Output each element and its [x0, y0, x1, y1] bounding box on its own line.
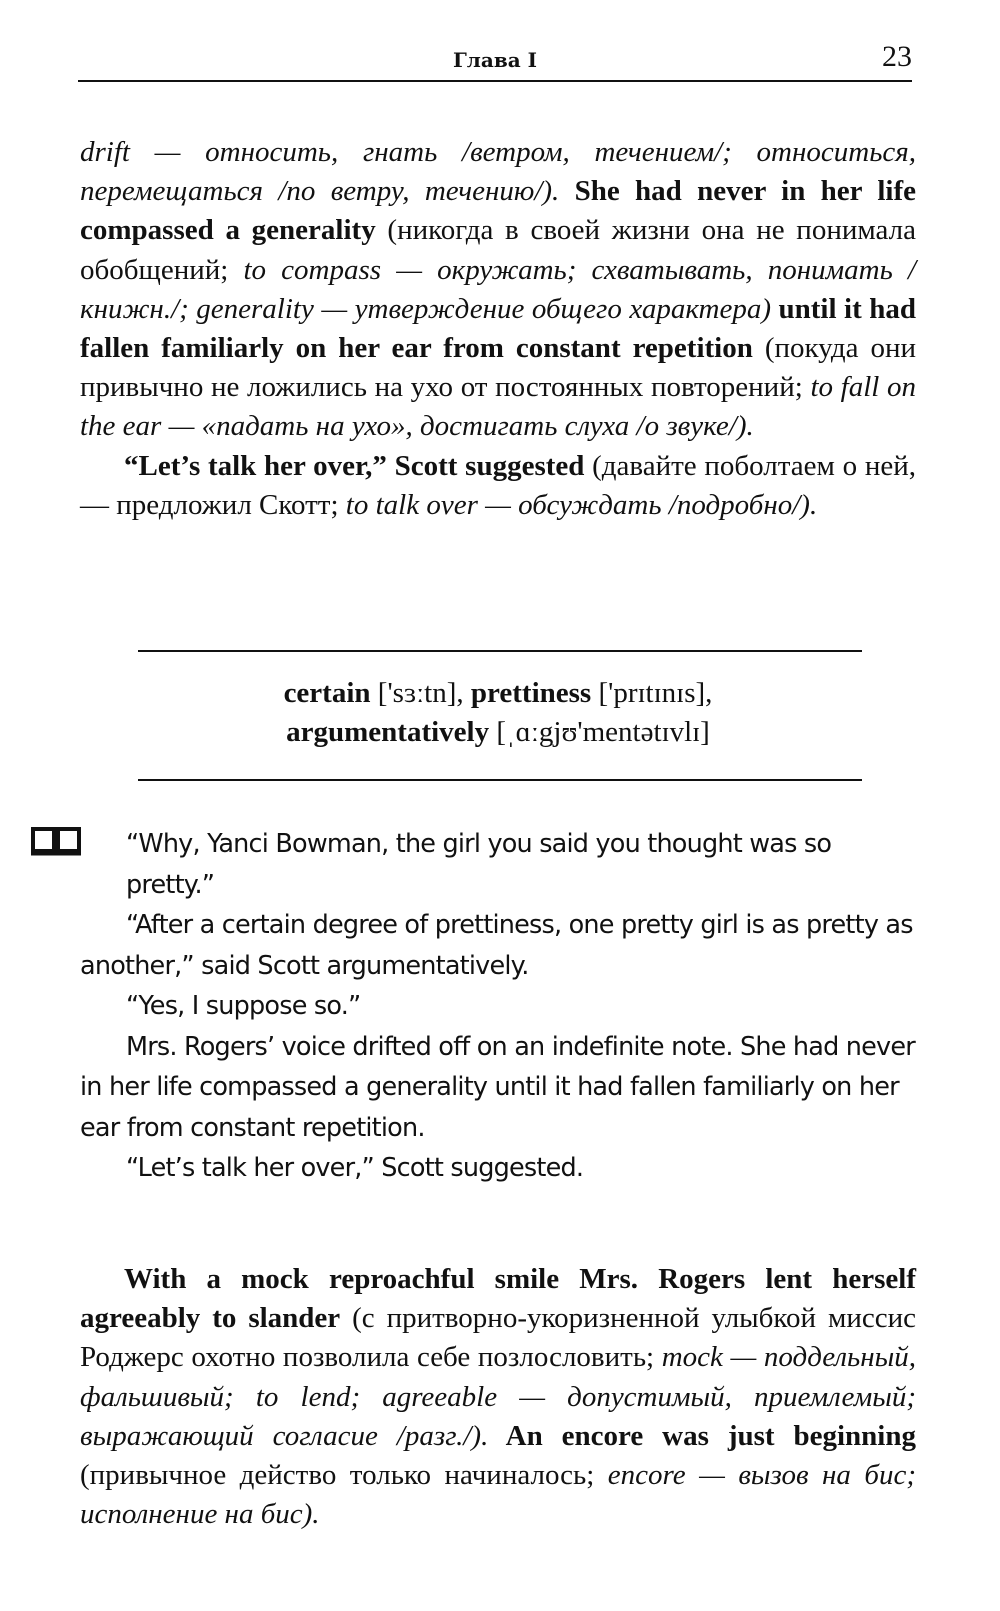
divider-top: [138, 650, 862, 652]
pronunciation-line-1: [80, 674, 916, 713]
translation-text: (с притворно-укоризненной улыбкой миссис Роджерс охотно позволила себе позлословить;: [80, 1302, 916, 1374]
translation-text: (давайте поболтаем о ней, — предложил Скотт;: [80, 449, 916, 521]
gloss-italic: mock — поддельный, фальшивый; to lend; agreeable — допустимый, приемлемый; выражающий согласие /разг./).: [80, 1341, 916, 1452]
original-paragraph: “Why, Yanci Bowman, the girl you said you thought was so pretty.”: [126, 829, 832, 900]
original-paragraph: Mrs. Rogers’ voice drifted off on an indefinite note. She had never in her life compassed a generality until it had fallen familiarly on her ear from constant repetition.: [80, 1031, 915, 1143]
open-book-icon: [30, 826, 82, 856]
gloss-italic: to fall on the ear — «падать на ухо», достигать слуха /о звуке/).: [80, 371, 917, 443]
vocab-word: certain: [283, 677, 371, 709]
source-text-bold: She had never in her life compassed a generality: [80, 175, 916, 247]
translation-text: (привычное действо только начиналось;: [80, 1459, 608, 1492]
divider-bottom: [138, 779, 862, 781]
pronunciation-box: [80, 674, 916, 752]
transcription: ['sɜːtn],: [370, 677, 471, 709]
original-paragraph: “Let’s talk her over,” Scott suggested.: [126, 1153, 584, 1183]
source-text-bold: An encore was just beginning: [488, 1419, 916, 1452]
page-number: 23: [882, 40, 912, 73]
commentary-paragraph-2: [80, 447, 916, 525]
original-text-block: [80, 824, 918, 1189]
vocab-word: argumentatively: [286, 716, 490, 748]
chapter-title: Глава I: [452, 48, 538, 72]
gloss-italic: to compass — окружать; схватывать, понимать /книжн./; generality — утверждение общего характера): [80, 253, 916, 325]
gloss-italic: encore — вызов на бис; исполнение на бис).: [80, 1459, 916, 1531]
pronunciation-line-2: [80, 713, 916, 752]
commentary-block-top: [80, 133, 916, 525]
source-text-bold: until it had fallen familiarly on her ear from constant repetition: [80, 292, 916, 365]
source-text-bold: “Let’s talk her over,” Scott suggested: [124, 449, 585, 482]
transcription: [ˌɑːgjʊ'mentətɪvlɪ]: [489, 716, 710, 748]
commentary-paragraph-3: [80, 1260, 916, 1534]
commentary-block-bottom: [80, 1260, 916, 1534]
commentary-paragraph-1: [80, 133, 916, 447]
source-text-bold: With a mock reproachful smile Mrs. Rogers lent herself agreeably to slander: [80, 1263, 916, 1335]
gloss-italic: drift — относить, гнать /ветром, течением/; относиться, перемещаться /по ветру, течению/).: [80, 136, 916, 208]
transcription: ['prɪtɪnɪs],: [591, 677, 713, 709]
translation-text: (никогда в своей жизни она не понимала обобщений;: [80, 214, 916, 286]
running-header: [78, 40, 912, 82]
original-paragraph: “After a certain degree of prettiness, one pretty girl is as pretty as another,” said Scott argumentatively.: [80, 910, 913, 981]
gloss-italic: to talk over — обсуждать /подробно/).: [345, 488, 818, 521]
original-paragraph: “Yes, I suppose so.”: [126, 991, 361, 1021]
translation-text: (покуда они привычно не ложились на ухо от постоянных повторений;: [80, 332, 916, 404]
vocab-word: prettiness: [470, 677, 592, 709]
